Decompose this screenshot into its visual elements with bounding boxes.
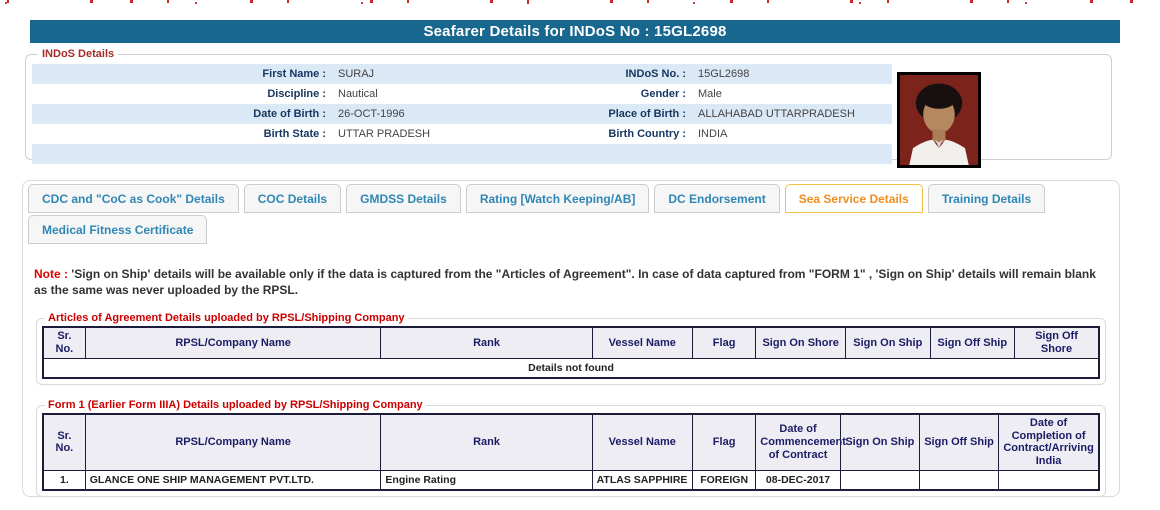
tab-label: Sea Service Details xyxy=(798,192,909,206)
place-of-birth-value: ALLAHABAD UTTARPRADESH xyxy=(692,104,892,124)
cell-commencement-date: 08-DEC-2017 xyxy=(756,470,840,490)
birth-country-value: INDIA xyxy=(698,128,728,140)
place-of-birth-label: Place of Birth : xyxy=(582,104,692,124)
col-commencement-date: Date of Commencement of Contract xyxy=(756,414,840,470)
tab-label: Medical Fitness Certificate xyxy=(42,223,194,237)
birth-country-label: Birth Country : xyxy=(608,128,686,140)
indos-no-value: 15GL2698 xyxy=(692,64,892,84)
first-name-value: SURAJ xyxy=(332,64,582,84)
tab-label: CDC and "CoC as Cook" Details xyxy=(42,192,225,206)
col-sign-on-ship: Sign On Ship xyxy=(840,414,919,470)
tab-sea-service-details[interactable] xyxy=(785,184,923,213)
indos-row xyxy=(32,64,892,84)
first-name-label: First Name : xyxy=(32,64,332,84)
birth-state-value: UTTAR PRADESH xyxy=(338,128,431,140)
tab-bar-row2 xyxy=(28,215,1114,246)
col-sign-off-ship: Sign Off Ship xyxy=(930,327,1014,358)
table-header-row xyxy=(43,414,1099,470)
indos-details-panel xyxy=(25,48,1112,160)
table-row xyxy=(43,470,1099,490)
cell-sign-off-ship xyxy=(919,470,998,490)
indos-row xyxy=(32,144,892,164)
cell-flag: FOREIGN xyxy=(692,470,755,490)
tab-cdc-coc-cook-details[interactable] xyxy=(28,184,239,213)
col-company: RPSL/Company Name xyxy=(85,414,381,470)
indos-details-grid xyxy=(32,64,892,164)
birth-state-label: Birth State : xyxy=(263,128,326,140)
indos-row xyxy=(32,104,892,124)
col-vessel: Vessel Name xyxy=(592,414,692,470)
form1-panel xyxy=(36,399,1106,497)
tab-bar xyxy=(28,184,1114,215)
seafarer-tabs-panel xyxy=(22,180,1120,497)
tab-medical-fitness-certificate[interactable] xyxy=(28,215,207,244)
gender-value: Male xyxy=(698,88,722,100)
col-rank: Rank xyxy=(381,327,592,358)
cell-company: GLANCE ONE SHIP MANAGEMENT PVT.LTD. xyxy=(85,470,381,490)
cell-rank: Engine Rating xyxy=(381,470,592,490)
col-sign-on-ship: Sign On Ship xyxy=(846,327,930,358)
dob-label: Date of Birth : xyxy=(32,104,332,124)
cell-vessel: ATLAS SAPPHIRE xyxy=(592,470,692,490)
tab-label: Rating [Watch Keeping/AB] xyxy=(479,192,636,206)
tab-label: GMDSS Details xyxy=(360,192,447,206)
indos-no-label: INDoS No. : xyxy=(582,64,692,84)
form1-table xyxy=(42,413,1100,491)
form1-legend: Form 1 (Earlier Form IIIA) Details uploaded by RPSL/Shipping Company xyxy=(48,399,423,412)
col-flag: Flag xyxy=(692,414,755,470)
col-vessel: Vessel Name xyxy=(592,327,692,358)
cell-completion-date xyxy=(999,470,1099,490)
cell-sign-on-ship xyxy=(840,470,919,490)
col-completion-date: Date of Completion of Contract/Arriving India xyxy=(999,414,1099,470)
tab-label: Training Details xyxy=(941,192,1032,206)
cell-sr-no: 1. xyxy=(43,470,85,490)
discipline-value: Nautical xyxy=(338,88,378,100)
empty-row xyxy=(43,358,1099,378)
col-sr-no: Sr. No. xyxy=(43,414,85,470)
details-not-found-message: Details not found xyxy=(43,358,1099,378)
note-prefix: Note : xyxy=(34,267,68,281)
clipped-top-nav xyxy=(0,0,1160,5)
indos-details-legend: INDoS Details xyxy=(42,48,115,60)
col-flag: Flag xyxy=(692,327,755,358)
col-sign-off-shore: Sign Off Shore xyxy=(1014,327,1099,358)
col-company: RPSL/Company Name xyxy=(85,327,381,358)
col-sign-off-ship: Sign Off Ship xyxy=(919,414,998,470)
tab-label: COC Details xyxy=(257,192,328,206)
discipline-label: Discipline : xyxy=(267,88,326,100)
col-sr-no: Sr. No. xyxy=(43,327,85,358)
seafarer-photo xyxy=(897,72,981,168)
note-text: 'Sign on Ship' details will be available only if the data is captured from the "Articles of Agreement". In case of data captured from "FORM 1" , 'Sign on Ship' details will remain blank as the same was never uploaded by the RPSL. xyxy=(34,267,1096,298)
col-sign-on-shore: Sign On Shore xyxy=(756,327,846,358)
articles-of-agreement-panel xyxy=(36,312,1106,385)
seafarer-photo-image xyxy=(900,75,978,165)
indos-row xyxy=(32,84,892,104)
tab-training-details[interactable] xyxy=(928,184,1045,213)
col-rank: Rank xyxy=(381,414,592,470)
articles-of-agreement-legend: Articles of Agreement Details uploaded by RPSL/Shipping Company xyxy=(48,312,405,325)
articles-of-agreement-table xyxy=(42,326,1100,379)
tab-label: DC Endorsement xyxy=(668,192,766,206)
sign-on-ship-note xyxy=(34,266,1108,298)
tab-dc-endorsement[interactable] xyxy=(654,184,779,213)
page-title: Seafarer Details for INDoS No : 15GL2698 xyxy=(30,20,1120,43)
table-header-row xyxy=(43,327,1099,358)
indos-row xyxy=(32,124,892,144)
dob-value: 26-OCT-1996 xyxy=(332,104,582,124)
tab-coc-details[interactable] xyxy=(244,184,341,213)
tab-gmdss-details[interactable] xyxy=(346,184,461,213)
tab-rating-watch-keeping-ab[interactable] xyxy=(466,184,650,213)
gender-label: Gender : xyxy=(640,88,686,100)
